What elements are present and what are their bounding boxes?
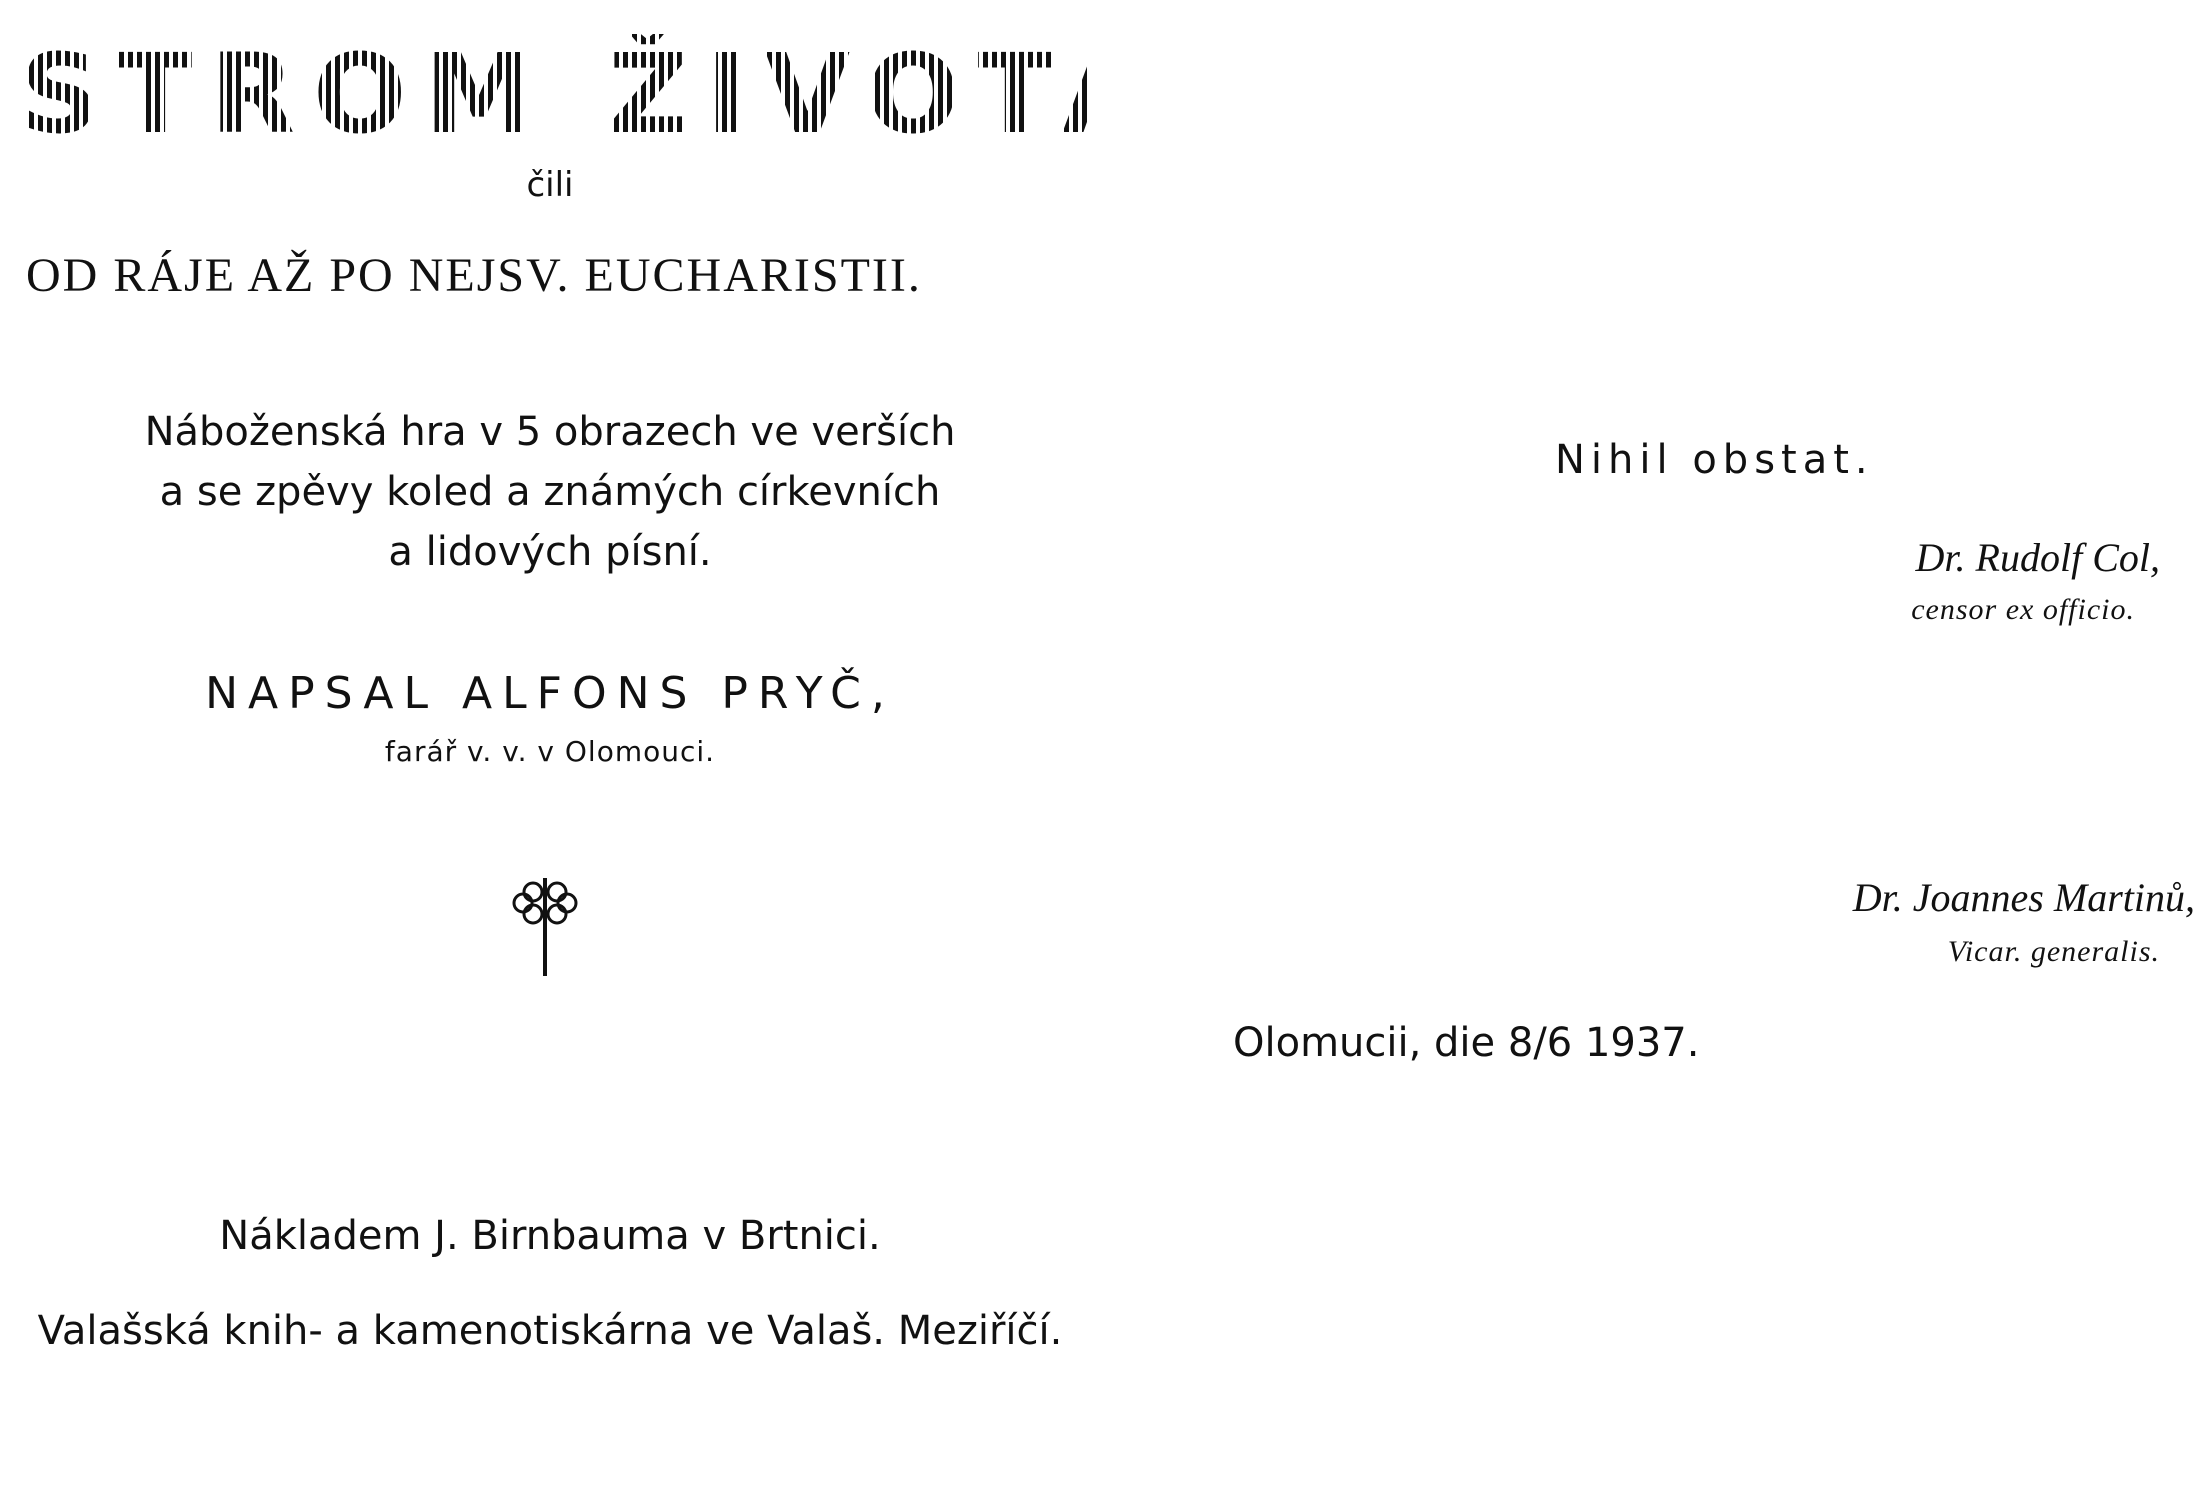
nihil-obstat: Nihil obstat. [1555,437,1874,483]
censor-role: censor ex officio. [1911,593,2135,626]
censor-signature: Dr. Rudolf Col, [1915,535,2160,580]
description-line: Náboženská hra v 5 obrazech ve verších [144,409,956,455]
vicar-signature: Dr. Joannes Martinů, [1852,875,2195,920]
publisher-line: Nákladem J. Birnbauma v Brtnici. [219,1213,881,1259]
author-role: farář v. v. v Olomouci. [384,735,716,768]
place-date: Olomucii, die 8/6 1937. [1233,1020,1700,1066]
description-line: a se zpěvy koled a známých církevních [159,469,941,515]
vicar-role: Vicar. generalis. [1947,935,2160,968]
description [130,402,970,582]
title-connector: čili [526,165,574,205]
printer-line: Valašská knih- a kamenotiskárna ve Valaš. Meziříčí. [37,1308,1063,1354]
description-line: a lidových písní. [388,529,712,575]
author-line: NAPSAL ALFONS PRYČ, [205,668,895,719]
clover-fleuron-icon [495,870,605,980]
subtitle: OD RÁJE AŽ PO NEJSV. EUCHARISTII. [26,249,922,302]
book-title: STROM ŽIVOTA [20,30,1166,158]
